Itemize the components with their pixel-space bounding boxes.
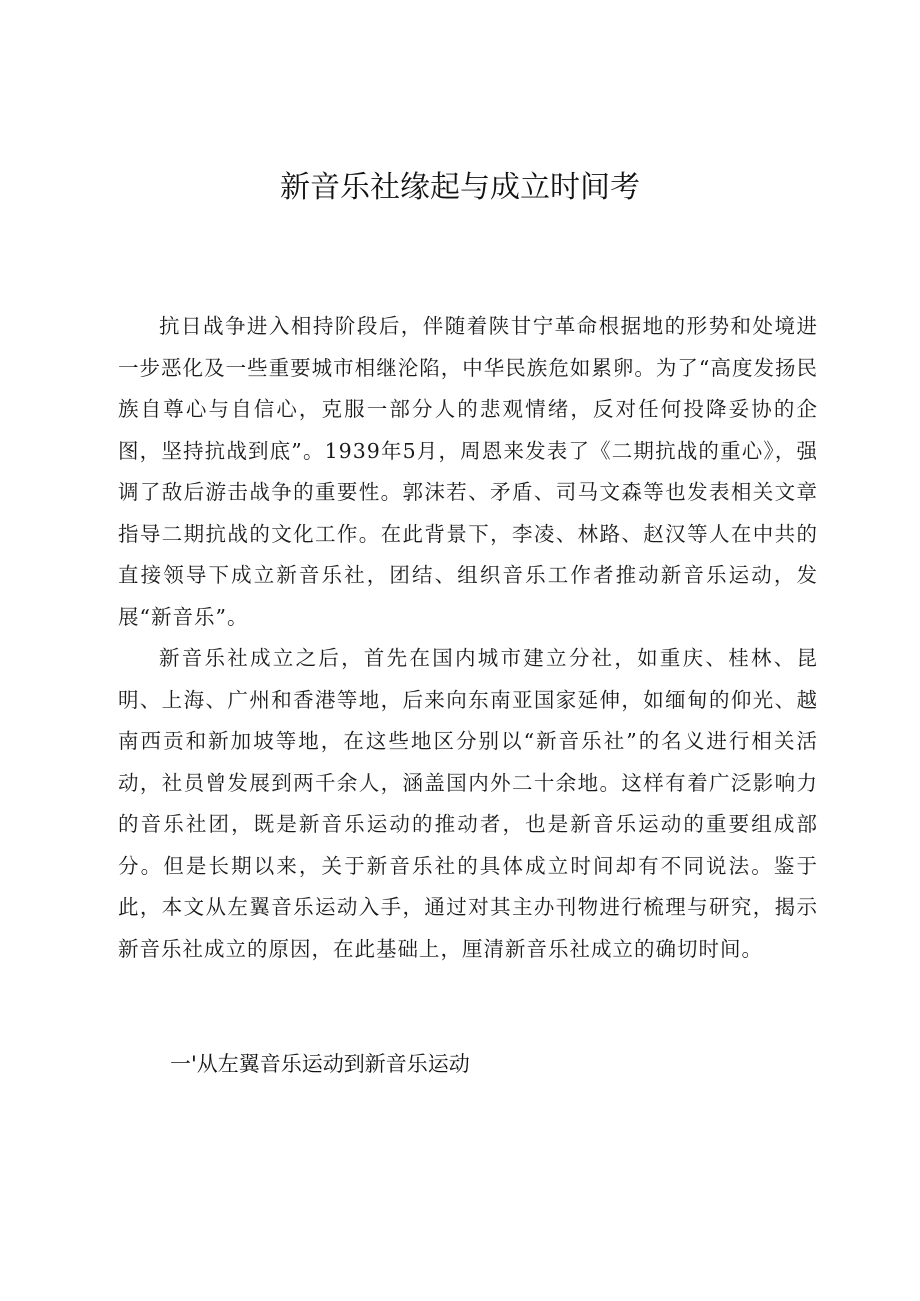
document-title: 新音乐社缘起与成立时间考 — [280, 170, 640, 205]
paragraph-1: 抗日战争进入相持阶段后，伴随着陕甘宁革命根据地的形势和处境进一步恶化及一些重要城市相继沦陷，中华民族危如累卵。为了“高度发扬民族自尊心与自信心，克服一部分人的悲观情绪，反对任何投降妥协的企图，坚持抗战到底”。1939年5月，周恩来发表了《二期抗战的重心》，强调了敌后游击战争的重要性。郭沫若、矛盾、司马文森等也发表相关文章指导二期抗战的文化工作。在此背景下，李凌、林路、赵汉等人在中共的直接领导下成立新音乐社，团结、组织音乐工作者推动新音乐运动，发展“新音乐”。 — [118, 314, 818, 629]
document-body — [118, 306, 818, 970]
paragraph-2: 新音乐社成立之后，首先在国内城市建立分社，如重庆、桂林、昆明、上海、广州和香港等地，后来向东南亚国家延伸，如缅甸的仰光、越南西贡和新加坡等地，在这些地区分别以“新音乐社”的名义进行相关活动，社员曾发展到两千余人，涵盖国内外二十余地。这样有着广泛影响力的音乐社团，既是新音乐运动的推动者，也是新音乐运动的重要组成部分。但是长期以来，关于新音乐社的具体成立时间却有不同说法。鉴于此，本文从左翼音乐运动入手，通过对其主办刊物进行梳理与研究，揭示新音乐社成立的原因，在此基础上，厘清新音乐社成立的确切时间。 — [118, 646, 818, 961]
section-heading: 一'从左翼音乐运动到新音乐运动 — [170, 1052, 470, 1076]
